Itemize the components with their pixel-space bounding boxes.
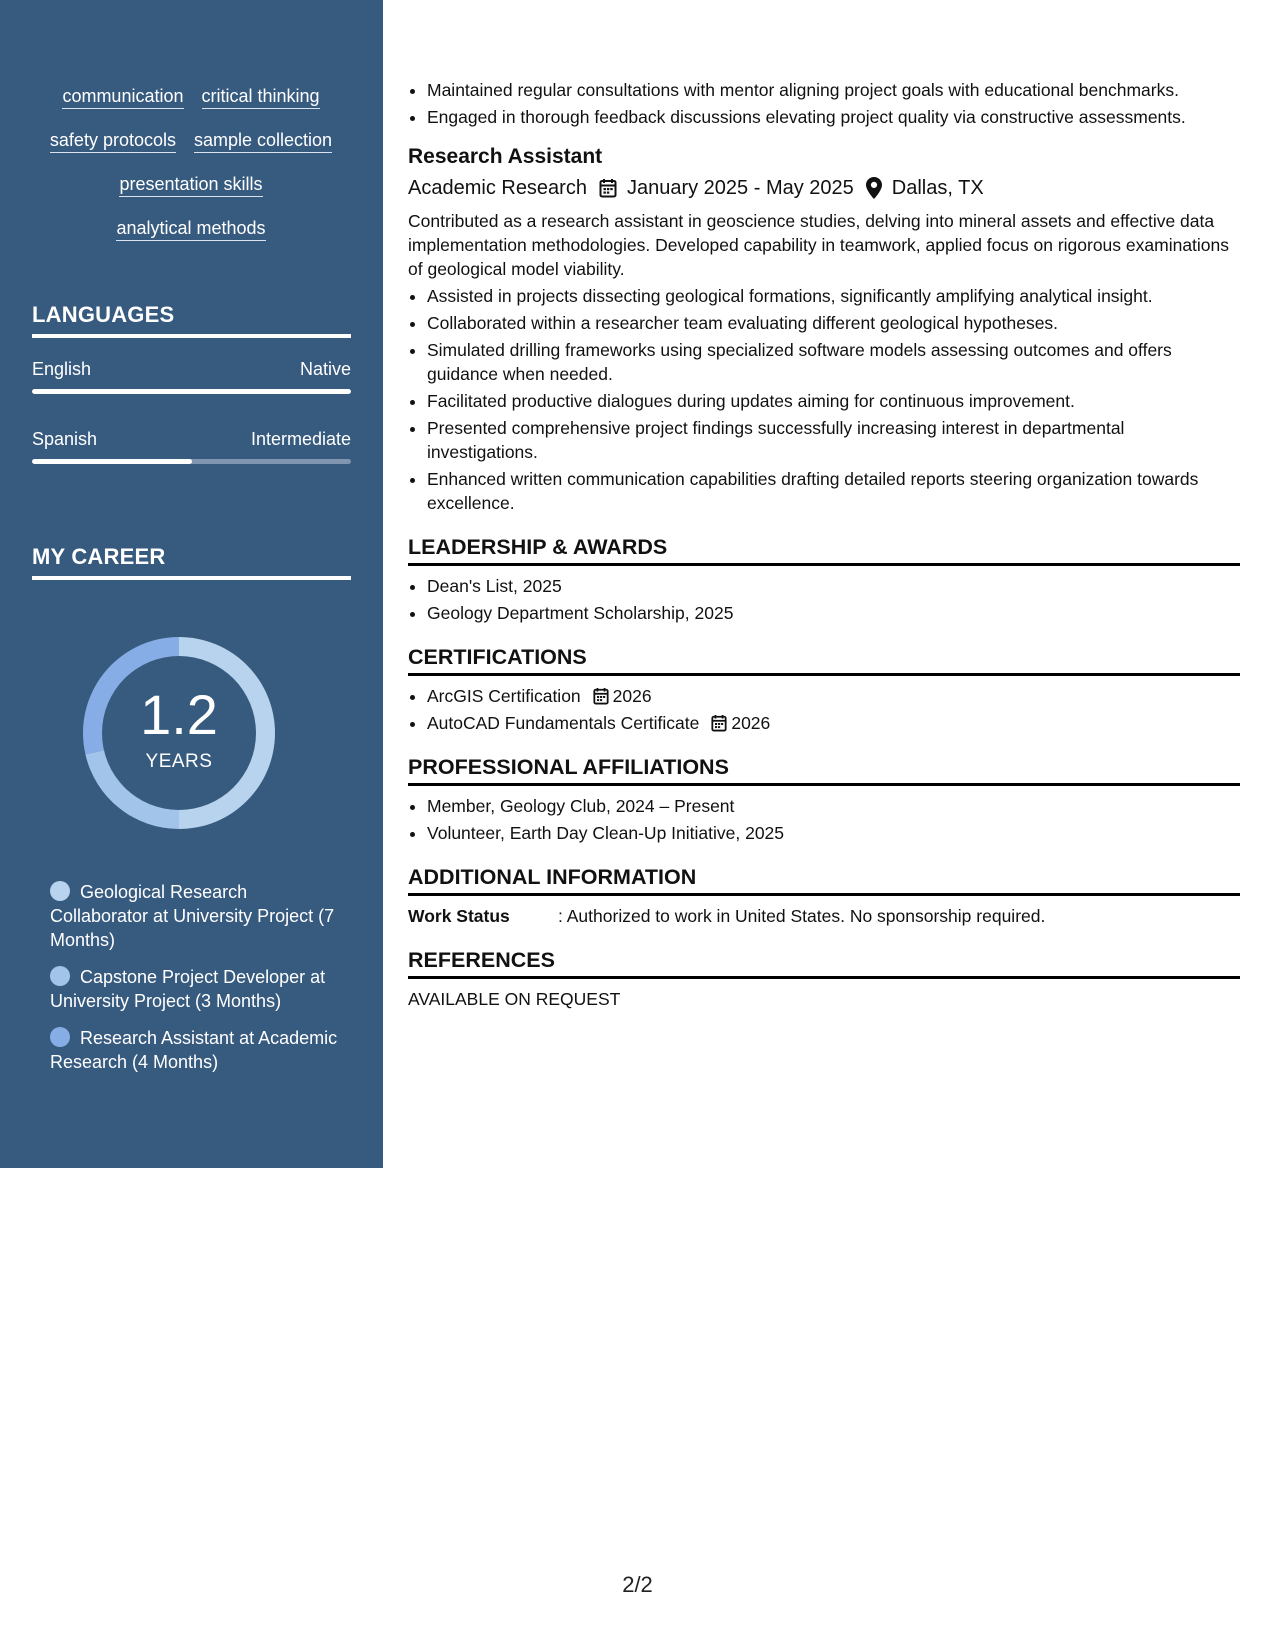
certification-name: ArcGIS Certification — [427, 686, 581, 706]
certification-item — [427, 684, 1240, 708]
certifications-heading: CERTIFICATIONS — [408, 643, 1240, 676]
skill-row — [32, 86, 350, 109]
bullet-item: • Presented comprehensive project findings successfully increasing interest in departmental investigations. — [427, 416, 1240, 464]
bullet-item: • Facilitated productive dialogues during updates aiming for continuous improvement. — [427, 389, 1240, 413]
job-company: Academic Research — [408, 177, 587, 199]
job-dates: January 2025 - May 2025 — [626, 177, 854, 199]
work-status-row — [408, 904, 1240, 928]
language-bar-fill — [32, 459, 192, 464]
skill-row — [32, 174, 350, 197]
languages-heading: LANGUAGES — [32, 302, 351, 338]
award-item: • Geology Department Scholarship, 2025 — [427, 601, 1240, 625]
skill-row — [32, 218, 350, 241]
work-status-value: : Authorized to work in United States. No sponsorship required. — [558, 906, 1046, 926]
bullet-item: • Assisted in projects dissecting geological formations, significantly amplifying analytical insight. — [427, 284, 1240, 308]
legend-dot — [50, 966, 70, 986]
career-heading: MY CAREER — [32, 544, 351, 580]
previous-job-bullets — [408, 78, 1240, 129]
language-level: Native — [299, 359, 351, 379]
calendar-icon — [593, 687, 609, 705]
language-bar-fill — [32, 389, 351, 394]
language-spanish — [32, 429, 351, 450]
career-item — [50, 965, 340, 1013]
career-item-text: Research Assistant at Academic Research (4 Months) — [50, 1028, 338, 1072]
bullet-item: • Maintained regular consultations with mentor aligning project goals with educational benchmarks. — [427, 78, 1240, 102]
certification-year: 2026 — [612, 686, 652, 706]
career-years-value: 1.2 — [140, 683, 218, 746]
skill-tag: communication — [62, 86, 183, 109]
location-pin-icon — [866, 177, 882, 199]
career-list — [50, 880, 340, 1087]
career-item-text: Capstone Project Developer at University Project (3 Months) — [50, 967, 326, 1011]
work-status-label: Work Status — [408, 906, 510, 926]
certification-year: 2026 — [731, 713, 771, 733]
page-number: 2/2 — [622, 1572, 653, 1597]
career-item — [50, 880, 340, 952]
leadership-heading: LEADERSHIP & AWARDS — [408, 533, 1240, 566]
language-name: English — [32, 359, 92, 379]
sidebar — [0, 0, 383, 1168]
skill-tag: sample collection — [194, 130, 332, 153]
certification-name: AutoCAD Fundamentals Certificate — [427, 713, 700, 733]
bullet-item: • Engaged in thorough feedback discussions elevating project quality via constructive assessments. — [427, 105, 1240, 129]
job-meta — [408, 173, 1240, 203]
references-text: AVAILABLE ON REQUEST — [408, 989, 621, 1009]
language-level: Intermediate — [250, 429, 351, 449]
affiliations-list — [408, 794, 1240, 845]
skill-row — [32, 130, 350, 153]
skill-tag: safety protocols — [50, 130, 176, 153]
bullet-item: • Simulated drilling frameworks using specialized software models assessing outcomes and offers guidance when needed. — [427, 338, 1240, 386]
certifications-list — [408, 684, 1240, 735]
skill-tag: critical thinking — [202, 86, 320, 109]
career-donut-chart — [66, 620, 292, 846]
leadership-list — [408, 574, 1240, 625]
skills-cloud — [32, 86, 350, 262]
additional-info-heading: ADDITIONAL INFORMATION — [408, 863, 1240, 896]
main-content — [408, 78, 1240, 1011]
calendar-icon — [599, 178, 617, 198]
language-english — [32, 359, 351, 380]
language-name: Spanish — [32, 429, 98, 449]
skill-tag: presentation skills — [119, 174, 262, 197]
donut-center — [66, 620, 292, 846]
legend-dot — [50, 1027, 70, 1047]
job-title: Research Assistant — [408, 145, 603, 168]
language-bar-spanish — [32, 459, 351, 464]
certification-item — [427, 711, 1240, 735]
job-description: Contributed as a research assistant in geoscience studies, delving into mineral assets and effective data implementation methodologies. Developed capability in teamwork, applied focus on rigorous examinations of geological model viability. — [408, 211, 1230, 279]
affiliations-heading: PROFESSIONAL AFFILIATIONS — [408, 753, 1240, 786]
bullet-item: • Enhanced written communication capabilities drafting detailed reports steering organization towards excellence. — [427, 467, 1240, 515]
career-years-unit: YEARS — [145, 751, 213, 772]
references-heading: REFERENCES — [408, 946, 1240, 979]
skill-tag: analytical methods — [116, 218, 265, 241]
affiliation-item: • Member, Geology Club, 2024 – Present — [427, 794, 1240, 818]
legend-dot — [50, 881, 70, 901]
affiliation-item: • Volunteer, Earth Day Clean-Up Initiative, 2025 — [427, 821, 1240, 845]
calendar-icon — [711, 714, 727, 732]
language-bar-english — [32, 389, 351, 394]
bullet-item: • Collaborated within a researcher team evaluating different geological hypotheses. — [427, 311, 1240, 335]
career-item-text: Geological Research Collaborator at University Project (7 Months) — [50, 882, 335, 950]
award-item: • Dean's List, 2025 — [427, 574, 1240, 598]
career-item — [50, 1026, 340, 1074]
job-bullets — [408, 284, 1240, 515]
job-location: Dallas, TX — [891, 177, 984, 199]
